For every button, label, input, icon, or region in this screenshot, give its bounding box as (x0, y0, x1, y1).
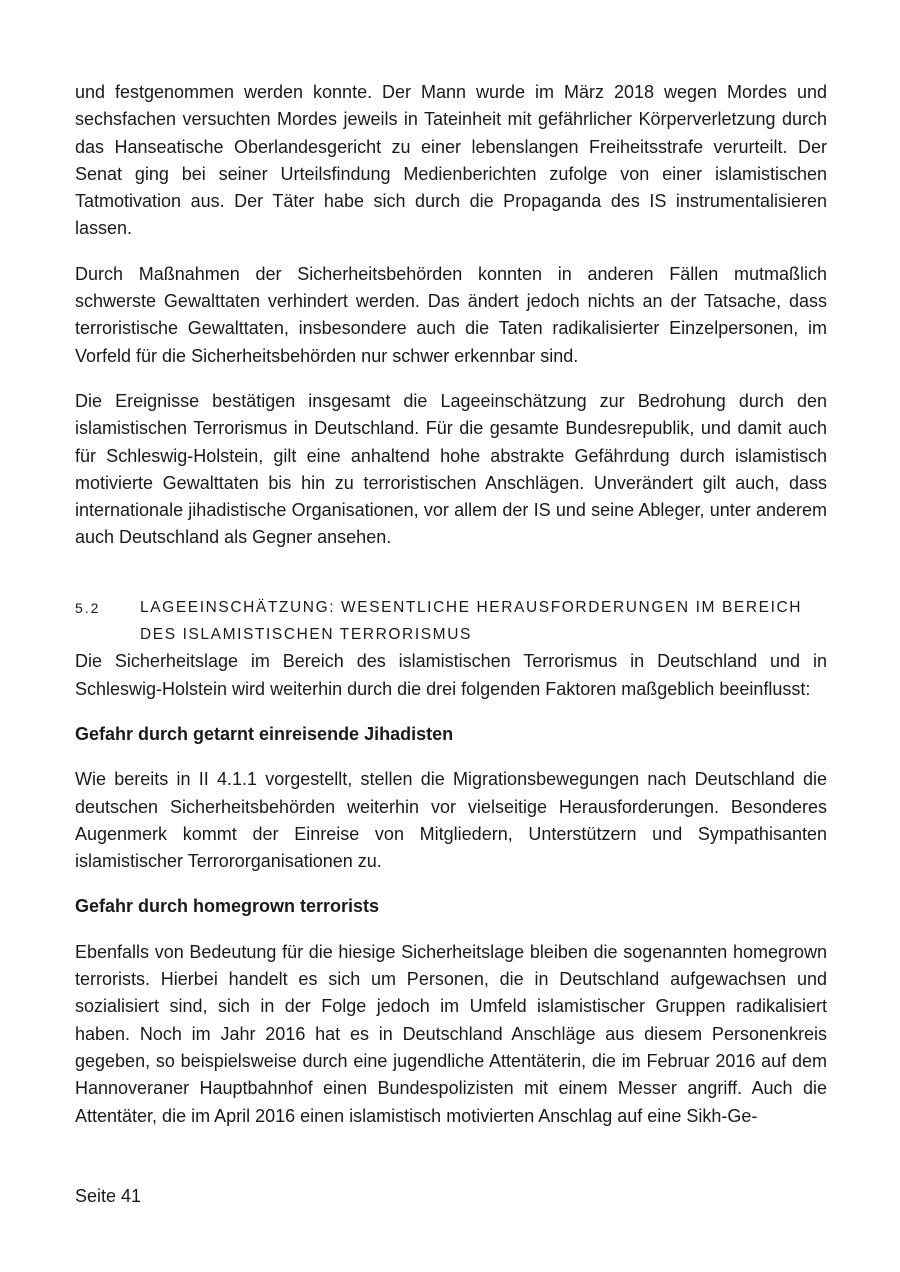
subheading-homegrown: Gefahr durch homegrown terrorists (75, 896, 380, 917)
section-title: LAGEEINSCHÄTZUNG: WESENTLICHE HERAUSFORDERUNGEN IM BEREICH DES ISLAMISTISCHEN TERRORISMUS (140, 598, 803, 644)
paragraph-jihadisten: Wie bereits in II 4.1.1 vorgestellt, stellen die Migrationsbewegungen nach Deutschland die deutschen Sicherheitsbehörden weiterhin vor vielseitige Herausforderungen. Besonderes Augenmerk kommt der Einreise von Mitgliedern, Unterstützern und Sympathisanten islamistischer Terrororganisationen zu. (75, 769, 827, 872)
section-number: 5.2 (75, 599, 101, 616)
page-number: Seite 41 (75, 1186, 142, 1206)
paragraph-3: Die Ereignisse bestätigen insgesamt die Lageeinschätzung zur Bedrohung durch den islamistischen Terrorismus in Deutschland. Für die gesamte Bundesrepublik, und damit auch für Schleswig-Holstein, gilt eine anhaltend hohe abstrakte Gefährdung durch islamistisch motivierte Gewalttaten bis hin zu terroristischen Anschlägen. Unverändert gilt auch, dass internationale jihadistische Organisationen, vor allem der IS und seine Ableger, unter anderem auch Deutschland als Gegner ansehen. (75, 390, 827, 548)
paragraph-homegrown: Ebenfalls von Bedeutung für die hiesige Sicherheitslage bleiben die sogenannten homegrown terrorists. Hierbei handelt es sich um Personen, die in Deutschland aufgewachsen und sozialisiert sind, sich in der Folge jedoch im Umfeld islamistischer Gruppen radikalisiert haben. Noch im Jahr 2016 hat es in Deutschland Anschläge aus diesem Personenkreis gegeben, so beispielsweise durch eine jugendliche Attentäterin, die im Februar 2016 auf dem Hannoveraner Hauptbahnhof einen Bundespolizisten mit einem Messer angriff. Auch die Attentäter, die im April 2016 einen islamistisch motivierten Anschlag auf eine Sikh-Ge- (75, 941, 827, 1126)
paragraph-1: und festgenommen werden konnte. Der Mann wurde im März 2018 wegen Mordes und sechsfachen versuchten Mordes jeweils in Tateinheit mit gefährlicher Körperverletzung durch das Hanseatische Oberlandesgericht zu einer lebenslangen Freiheitsstrafe verurteilt. Der Senat ging bei seiner Urteilsfindung Medienberichten zufolge von einer islamistischen Tatmotivation aus. Der Täter habe sich durch die Propaganda des IS instrumentalisieren lassen. (75, 82, 827, 239)
paragraph-2: Durch Maßnahmen der Sicherheitsbehörden konnten in anderen Fällen mutmaßlich schwerste Gewalttaten verhindert werden. Das ändert jedoch nichts an der Tatsache, dass terroristische Gewalttaten, insbesondere auch die Taten radikalisierter Einzelpersonen, im Vorfeld für die Sicherheitsbehörden nur schwer erkennbar sind. (75, 263, 827, 366)
document-page (75, 79, 827, 1130)
subheading-jihadisten: Gefahr durch getarnt einreisende Jihadisten (75, 723, 454, 744)
section-heading (75, 594, 827, 649)
section-intro: Die Sicherheitslage im Bereich des islamistischen Terrorismus in Deutschland und in Schleswig-Holstein wird weiterhin durch die drei folgenden Faktoren maßgeblich beeinflusst: (75, 651, 827, 699)
